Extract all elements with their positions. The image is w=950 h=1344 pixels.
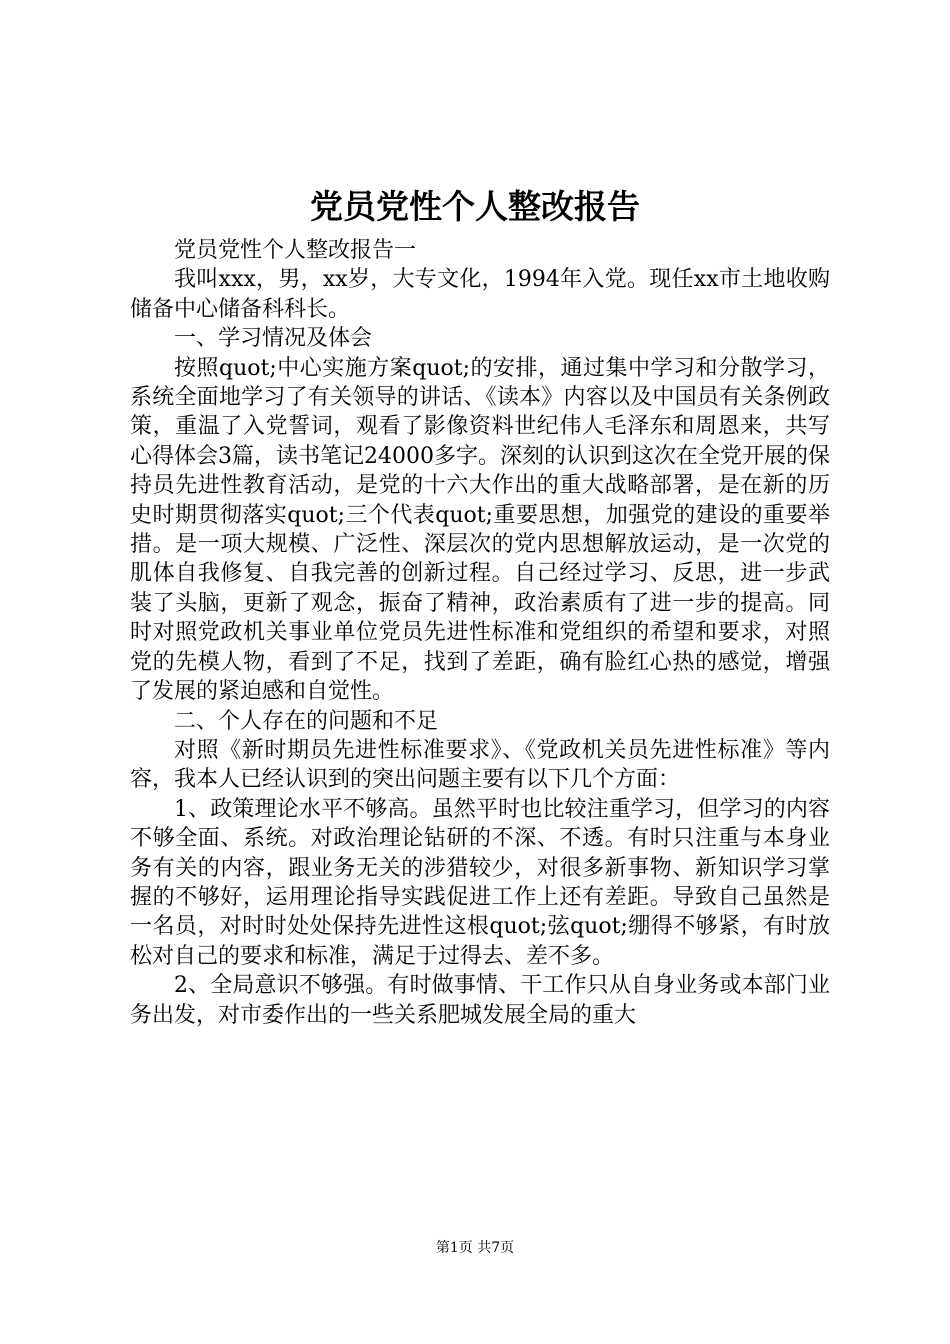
paragraph-problem-1: 1、政策理论水平不够高。虽然平时也比较注重学习，但学习的内容不够全面、系统。对政治理论钻研的不深、不透。有时只注重与本身业务有关的内容，跟业务无关的涉猎较少，对很多新事物、新知识学习掌握的不够好，运用理论指导实践促进工作上还有差距。导致自己虽然是一名员，对时时处处保持先进性这根quot;弦quot;绷得不够紧，有时放松对自己的要求和标准，满足于过得去、差不多。 — [130, 796, 830, 969]
page-footer: 第1页 共7页 — [435, 1240, 515, 1256]
paragraph-problem-2: 2、全局意识不够强。有时做事情、干工作只从自身业务或本部门业务出发，对市委作出的一些关系肥城发展全局的重大 — [130, 973, 830, 1028]
document-body — [130, 236, 830, 1030]
section-heading-study: 一、学习情况及体会 — [174, 326, 373, 352]
document-title: 党员党性个人整改报告 — [310, 187, 640, 226]
paragraph-subtitle: 党员党性个人整改报告一 — [174, 238, 417, 263]
paragraph-problems-intro: 对照《新时期员先进性标准要求》、《党政机关员先进性标准》等内容，我本人已经认识到的突出问题主要有以下几个方面： — [130, 737, 830, 793]
paragraph-intro: 我叫xxx，男，xx岁，大专文化，1994年入党。现任xx市土地收购储备中心储备科科长。 — [130, 267, 830, 322]
paragraph-study: 按照quot;中心实施方案quot;的安排，通过集中学习和分散学习，系统全面地学习了有关领导的讲话、《读本》内容以及中国员有关条例政策，重温了入党誓词，观看了影像资料世纪伟人毛泽东和周恩来，共写心得体会3篇，读书笔记24000多字。深刻的认识到这次在全党开展的保持员先进性教育活动，是党的十六大作出的重大战略部署，是在新的历史时期贯彻落实quot;三个代表quot;重要思想，加强党的建设的重要举措。是一项大规模、广泛性、深层次的党内思想解放运动，是一次党的肌体自我修复、自我完善的创新过程。自己经过学习、反思，进一步武装了头脑，更新了观念，振奋了精神，政治素质有了进一步的提高。同时对照党政机关事业单位党员先进性标准和党组织的希望和要求，对照党的先模人物，看到了不足，找到了差距，确有脸红心热的感觉，增强了发展的紧迫感和自觉性。 — [130, 355, 830, 705]
section-heading-problems: 二、个人存在的问题和不足 — [174, 708, 439, 734]
